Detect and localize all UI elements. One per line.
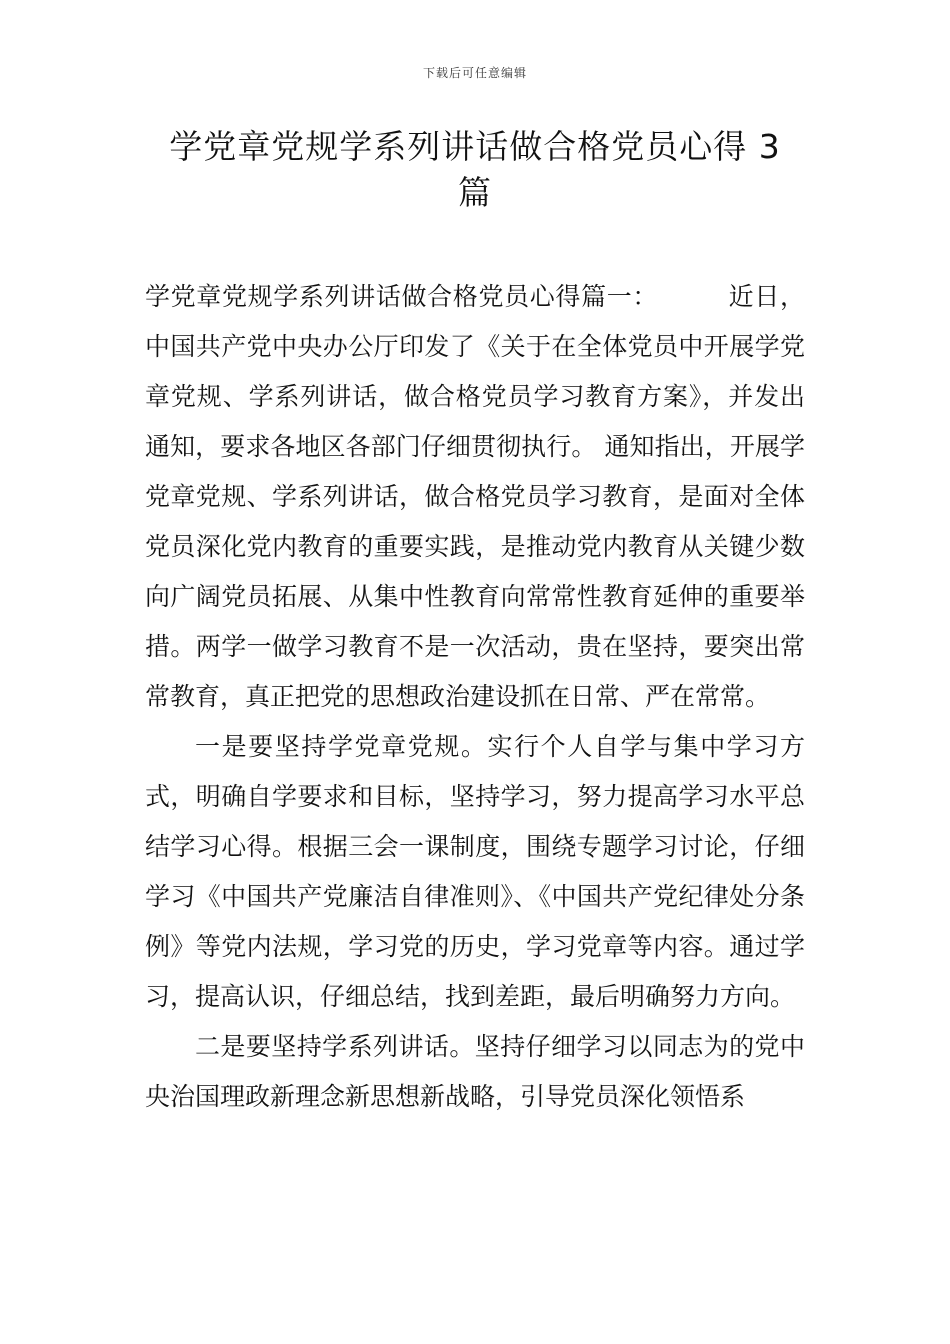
intro-label: 学党章党规学系列讲话做合格党员心得篇一： (145, 282, 659, 311)
paragraph-intro (145, 272, 805, 722)
paragraph-3: 二是要坚持学系列讲话。坚持仔细学习以同志为的党中央治国理政新理念新思想新战略，引导党员深化领悟系 (145, 1032, 805, 1111)
document-title: 学党章党规学系列讲话做合格党员心得 3 篇 (169, 127, 781, 212)
header-note: 下载后可任意编辑 (422, 66, 527, 80)
paragraph-1-text: 近日，中国共产党中央办公厅印发了《关于在全体党员中开展学党章党规、学系列讲话，做合格党员学习教育方案》，并发出通知，要求各地区各部门仔细贯彻执行。 通知指出，开展学党章党规、学系列讲话，做合格党员学习教育，是面对全体党员深化党内教育的重要实践，是推动党内教育从关键少数向广阔党员拓展、从集中性教育向常常性教育延伸的重要举措。两学一做学习教育不是一次活动，贵在坚持，要突出常常教育，真正把党的思想政治建设抓在日常、严在常常。 (145, 282, 805, 711)
document-body (145, 272, 805, 1122)
paragraph-2: 一是要坚持学党章党规。实行个人自学与集中学习方式，明确自学要求和目标，坚持学习，努力提高学习水平总结学习心得。根据三会一课制度，围绕专题学习讨论，仔细学习《中国共产党廉洁自律准则》、《中国共产党纪律处分条例》等党内法规，学习党的历史，学习党章等内容。通过学习，提高认识，仔细总结，找到差距，最后明确努力方向。 (145, 732, 805, 1011)
